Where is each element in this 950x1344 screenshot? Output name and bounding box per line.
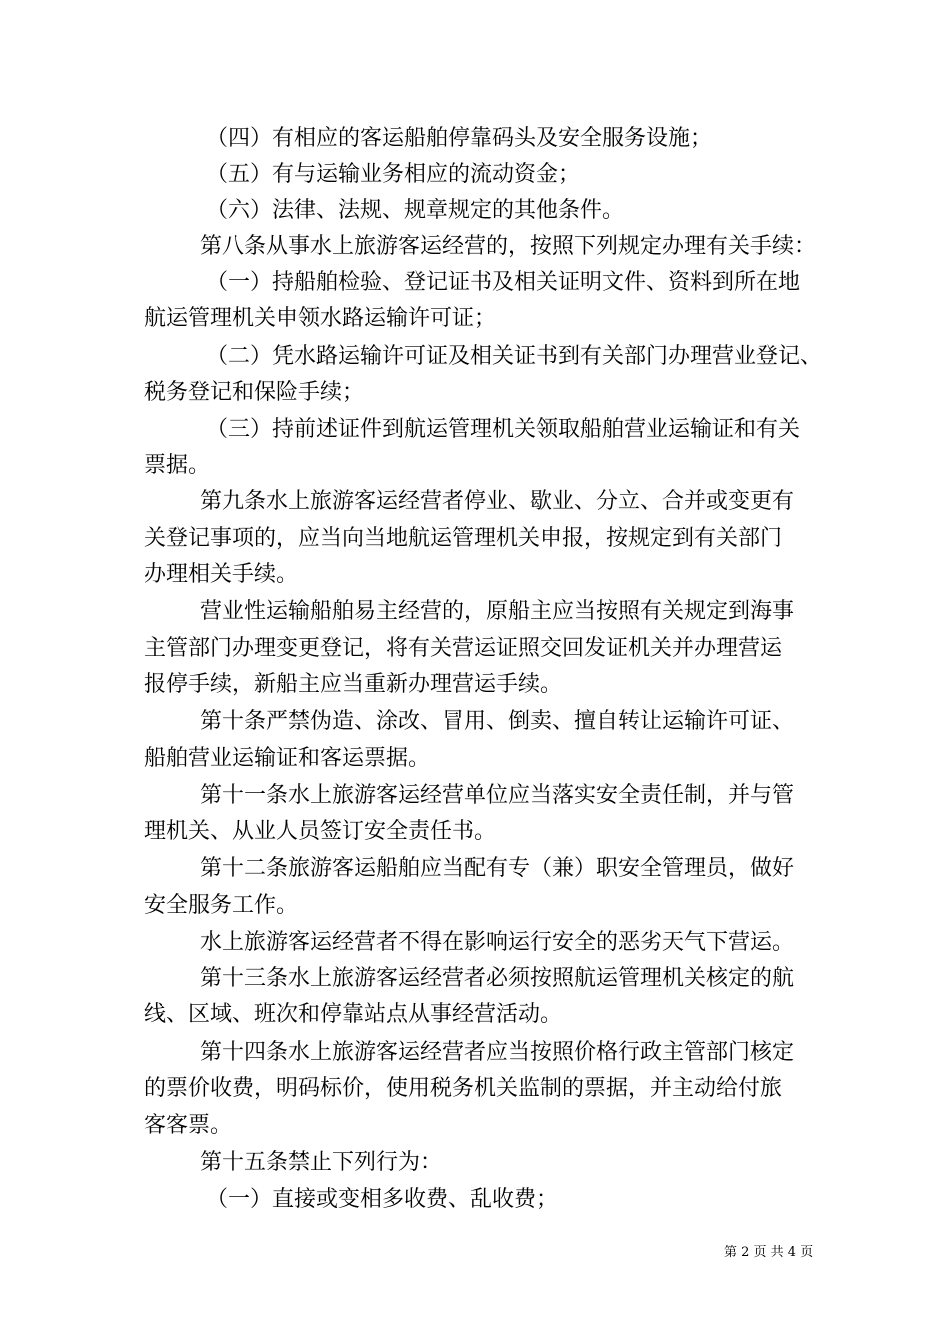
text-line: （四）有相应的客运船舶停靠码头及安全服务设施； — [206, 126, 713, 151]
text-line: 航运管理机关申领水路运输许可证； — [144, 306, 497, 331]
text-line: （三）持前述证件到航运管理机关领取船舶营业运输证和有关 — [206, 417, 801, 442]
text-line: 第十二条旅游客运船舶应当配有专（兼）职安全管理员，做好 — [200, 856, 795, 881]
text-line: （一）持船舶检验、登记证书及相关证明文件、资料到所在地 — [206, 270, 801, 295]
text-line: 主管部门办理变更登记，将有关营运证照交回发证机关并办理营运 — [144, 636, 783, 661]
text-line: 理机关、从业人员签订安全责任书。 — [144, 819, 497, 844]
text-line: 第十三条水上旅游客运经营者必须按照航运管理机关核定的航 — [200, 966, 795, 991]
text-line: 营业性运输船舶易主经营的，原船主应当按照有关规定到海事 — [200, 599, 795, 624]
text-line: （二）凭水路运输许可证及相关证书到有关部门办理营业登记、 — [206, 344, 823, 369]
text-line: 客客票。 — [144, 1113, 233, 1138]
text-line: 第九条水上旅游客运经营者停业、歇业、分立、合并或变更有 — [200, 489, 795, 514]
text-line: （五）有与运输业务相应的流动资金； — [206, 162, 581, 187]
text-line: 第八条从事水上旅游客运经营的，按照下列规定办理有关手续： — [200, 234, 817, 259]
text-line: （一）直接或变相多收费、乱收费； — [206, 1187, 559, 1212]
text-line: 第十四条水上旅游客运经营者应当按照价格行政主管部门核定 — [200, 1040, 795, 1065]
page-number-footer: 第 2 页 共 4 页 — [724, 1245, 814, 1260]
text-line: 安全服务工作。 — [144, 893, 299, 918]
text-line: 第十一条水上旅游客运经营单位应当落实安全责任制，并与管 — [200, 783, 795, 808]
text-line: （六）法律、法规、规章规定的其他条件。 — [206, 198, 625, 223]
text-line: 线、区域、班次和停靠站点从事经营活动。 — [144, 1002, 563, 1027]
text-line: 第十五条禁止下列行为： — [200, 1150, 443, 1175]
text-line: 税务登记和保险手续； — [144, 380, 365, 405]
text-line: 水上旅游客运经营者不得在影响运行安全的恶劣天气下营运。 — [200, 930, 795, 955]
text-line: 的票价收费，明码标价，使用税务机关监制的票据，并主动给付旅 — [144, 1076, 783, 1101]
text-line: 第十条严禁伪造、涂改、冒用、倒卖、擅自转让运输许可证、 — [200, 709, 795, 734]
text-line: 办理相关手续。 — [144, 562, 299, 587]
text-line: 船舶营业运输证和客运票据。 — [144, 746, 431, 771]
text-line: 报停手续，新船主应当重新办理营运手续。 — [144, 672, 563, 697]
text-line: 票据。 — [144, 453, 211, 478]
text-line: 关登记事项的，应当向当地航运管理机关申报，按规定到有关部门 — [144, 526, 783, 551]
